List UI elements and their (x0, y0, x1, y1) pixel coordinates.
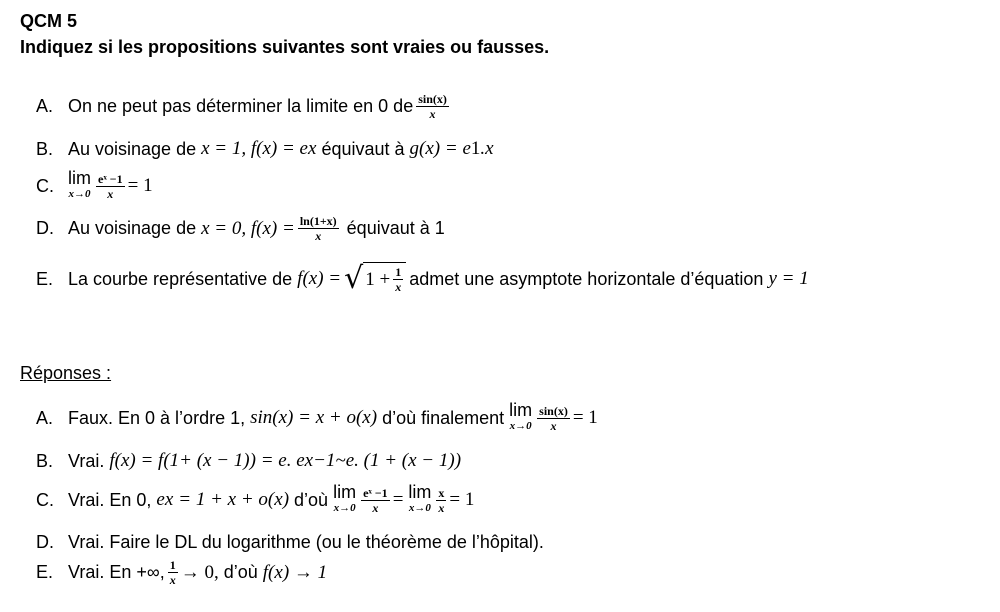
question-letter: B. (36, 138, 54, 159)
answer-letter: C. (36, 489, 54, 510)
fraction-denominator: x (550, 418, 557, 433)
limit-operator (68, 170, 91, 202)
math-superscript: x (307, 138, 317, 159)
question-text: Au voisinage de (68, 138, 197, 159)
fraction-denominator: x (395, 280, 402, 294)
math-expression: = 1 (572, 407, 598, 428)
question-text: On ne peut pas déterminer la limite en 0 de (68, 96, 414, 116)
limit-word: lim (408, 482, 432, 502)
math-superscript: x−1 (304, 450, 336, 471)
math-expression: g(x) = e (409, 138, 471, 159)
math-expression: ~e. (1 + (x − 1)) (335, 450, 462, 471)
question-text: admet une asymptote horizontale d’équation (409, 268, 764, 289)
fraction (537, 404, 570, 433)
fraction-numerator: 1 (395, 265, 402, 279)
fraction-numerator: eˣ −1 (363, 485, 388, 500)
answer-letter: D. (36, 532, 54, 552)
math-expression: → 0, (180, 561, 219, 583)
limit-word: lim (333, 482, 357, 502)
math-expression: = 1 (127, 175, 153, 196)
limit-subscript: x→0 (333, 502, 356, 514)
math-expression: sin(x) = x + o(x) (250, 407, 378, 428)
question-c (36, 170, 153, 202)
fraction-denominator: x (438, 500, 445, 515)
radicand (363, 262, 406, 296)
answer-b (36, 450, 461, 472)
fraction-numerator: sin(x) (418, 92, 447, 106)
limit-subscript: x→0 (408, 502, 431, 514)
fraction-numerator: x (438, 485, 445, 500)
fraction (436, 486, 446, 515)
limit-subscript: x→0 (509, 420, 532, 432)
math-superscript: x (164, 489, 174, 510)
question-e (36, 262, 809, 296)
math-expression: .x (480, 138, 494, 159)
fraction-denominator: x (372, 500, 379, 515)
responses-heading: Réponses : (20, 363, 112, 383)
question-a (36, 92, 452, 121)
answer-text: Vrai. Faire le DL du logarithme (ou le théorème de l’hôpital). (68, 532, 544, 552)
fraction (393, 265, 403, 294)
square-root (344, 262, 406, 296)
math-expression: = 1 + x + o(x) (178, 489, 290, 510)
limit-word: lim (68, 168, 91, 188)
fraction (168, 558, 178, 587)
fraction (298, 214, 339, 243)
question-letter: E. (36, 268, 54, 289)
answer-text: d’où (294, 489, 329, 510)
limit-operator (408, 484, 431, 516)
math-expression: y = 1 (768, 268, 809, 289)
question-letter: A. (36, 96, 54, 116)
answer-letter: E. (36, 562, 54, 582)
math-expression: 1 + (365, 268, 391, 290)
page-title: QCM 5 (20, 11, 78, 31)
limit-word: lim (509, 400, 533, 420)
answer-a (36, 402, 598, 434)
fraction (361, 486, 390, 515)
answer-text: d’où finalement (382, 407, 505, 428)
fraction-numerator: 1 (169, 558, 176, 572)
fraction-denominator: x (429, 107, 436, 121)
question-letter: C. (36, 175, 54, 196)
question-text: équivaut à 1 (346, 218, 445, 238)
math-expression: x = 1, f(x) = e (201, 138, 308, 159)
answer-letter: B. (36, 450, 54, 471)
limit-operator (333, 484, 356, 516)
answer-text: d’où (223, 562, 258, 582)
limit-operator (509, 402, 532, 434)
question-text: La courbe représentative de (68, 268, 293, 289)
answer-c (36, 484, 474, 516)
math-expression: = 1 (449, 489, 475, 510)
fraction-numerator: eˣ −1 (98, 171, 123, 186)
limit-subscript: x→0 (68, 188, 91, 200)
answer-e (36, 558, 327, 587)
question-text: équivaut à (321, 138, 405, 159)
answer-text: Vrai. En 0, (68, 489, 152, 510)
fraction-denominator: x (315, 229, 322, 243)
answer-text: Vrai. (68, 450, 105, 471)
answer-text: Faux. En 0 à l’ordre 1, (68, 407, 246, 428)
fraction-numerator: ln(1+x) (299, 214, 337, 228)
question-letter: D. (36, 218, 54, 238)
fraction-denominator: x (107, 186, 114, 201)
question-text: Au voisinage de (68, 218, 197, 238)
question-d (36, 214, 445, 243)
answer-letter: A. (36, 407, 54, 428)
math-expression: f(x) → 1 (262, 561, 328, 583)
math-expression: f(x) = (297, 268, 342, 289)
fraction (416, 92, 449, 121)
math-expression: = (392, 489, 404, 510)
document-page (20, 10, 990, 58)
question-b (36, 138, 494, 160)
answer-d (36, 532, 544, 553)
radical-sign-icon: √ (344, 261, 364, 296)
fraction-numerator: sin(x) (539, 403, 568, 418)
math-superscript: 1 (470, 138, 481, 159)
math-expression: x = 0, f(x) = (201, 217, 295, 239)
math-expression: e (156, 489, 165, 510)
math-expression: f(x) = f(1+ (x − 1)) = e. e (109, 450, 305, 471)
answer-text: Vrai. En +∞, (68, 562, 165, 582)
fraction (96, 172, 125, 201)
fraction-denominator: x (169, 573, 176, 587)
instruction-text: Indiquez si les propositions suivantes sont vraies ou fausses. (20, 37, 550, 57)
